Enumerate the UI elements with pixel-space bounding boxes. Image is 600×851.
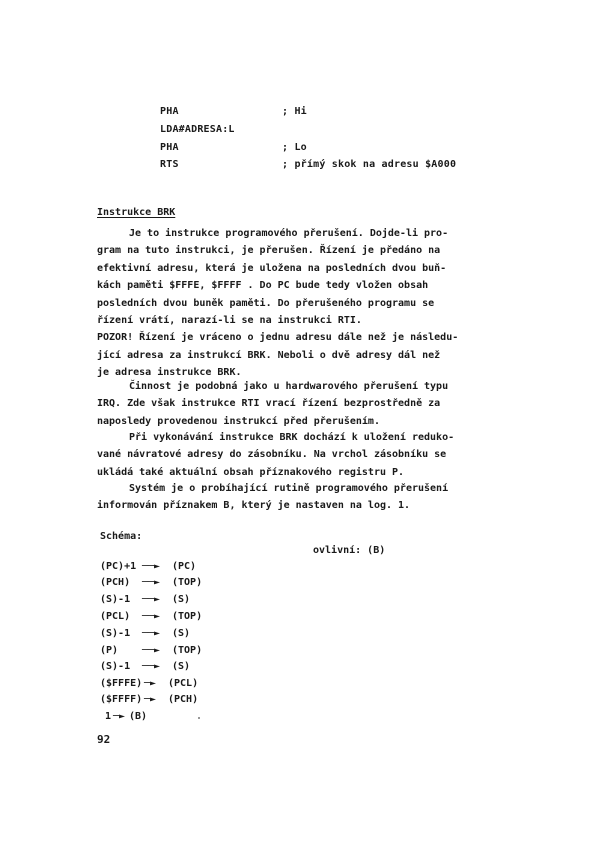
arrow-right-icon: ─► [144,694,157,705]
code-comment: ; Hi [282,106,307,117]
arrow-right-icon: ──► [142,628,161,639]
schema-affects: ovlivní: (B) [313,545,386,556]
text-line: řízení vrátí, narazí-li se na instrukci RTI. [97,314,362,326]
code-line [160,159,520,173]
code-comment: ; Lo [282,142,307,153]
schema-source: (PCH) [100,577,131,588]
code-comment: ; přímý skok na adresu $A000 [282,159,457,170]
code-instruction: PHA [160,106,179,117]
arrow-right-icon: ──► [142,594,161,605]
paragraph [97,225,517,382]
schema-source: (S)-1 [100,594,131,605]
text-line: vané návratové adresy do zásobníku. Na vrchol zásobníku se [97,449,447,461]
code-line [160,124,520,138]
code-instruction: RTS [160,159,179,170]
schema-source: ($FFFF) [100,694,143,705]
schema-source: (S)-1 [100,661,131,672]
arrow-right-icon: ─► [144,678,157,689]
text-line: kách paměti $FFFE, $FFFF . Do PC bude tedy vložen obsah [97,280,429,292]
text-line: ukládá také aktuální obsah příznakového registru P. [97,466,405,478]
schema-source: (P) [100,645,119,656]
schema-source: ($FFFE) [100,678,143,689]
text-line: IRQ. Zde však instrukce RTI vrací řízení bezprostředně za [97,398,441,410]
page-number: 92 [97,733,111,746]
section-heading: Instrukce BRK [97,207,176,218]
text-line: Při vykonávání instrukce BRK dochází k uložení redukо- [129,432,455,443]
paragraph [97,480,517,515]
arrow-right-icon: ──► [142,561,161,572]
schema-source: 1 [105,711,112,722]
code-line [160,106,520,120]
text-line: naposledy provedenou instrukcí před přerušením. [97,415,380,427]
schema-destination: (PCL) [168,678,199,689]
arrow-right-icon: ──► [142,661,161,672]
schema-destination: (S) [172,628,191,639]
schema-destination: (PCH) [168,694,199,705]
schema-destination: (TOP) [172,645,203,656]
text-line: gram na tuto instrukci, je přerušen. Řízení je předáno na [97,245,441,257]
paragraph [97,378,517,430]
code-instruction: LDA#ADRESA:L [160,124,235,135]
code-instruction: PHA [160,142,179,153]
paragraph [97,429,517,481]
schema-destination: (S) [172,594,191,605]
stray-mark [198,717,200,719]
text-line: Systém je o probíhající rutině programového přerušení [129,483,449,494]
schema-destination: (TOP) [172,611,203,622]
text-line: je adresa instrukce BRK. [97,367,242,379]
arrow-right-icon: ─► [113,711,126,722]
arrow-right-icon: ──► [142,577,161,588]
schema-source: (PC)+1 [100,561,137,572]
text-line: posledních dvou buněk paměti. Do přerušeného programu se [97,297,435,309]
text-line: Je to instrukce programového přerušení. Dojde-li pro- [129,228,449,239]
schema-source: (S)-1 [100,628,131,639]
schema-source: (PCL) [100,611,131,622]
arrow-right-icon: ──► [142,645,161,656]
schema-destination: (TOP) [172,577,203,588]
text-line: informován příznakem B, který je nastaven na log. 1. [97,500,411,512]
code-line [160,142,520,156]
schema-destination: (PC) [172,561,197,572]
arrow-right-icon: ──► [142,611,161,622]
text-line: efektivní adresu, která je uložena na posledních dvou buň- [97,262,447,274]
schema-destination: (S) [172,661,191,672]
text-line: Činnost je podobná jako u hardwarového přerušení typu [129,381,449,392]
text-line: POZOR! Řízení je vráceno o jednu adresu dále než je následu- [97,332,459,344]
schema-destination: (B) [129,711,148,722]
schema-title: Schéma: [100,531,143,542]
text-line: jící adresa za instrukcí BRK. Neboli o dvě adresy dál než [97,349,441,361]
